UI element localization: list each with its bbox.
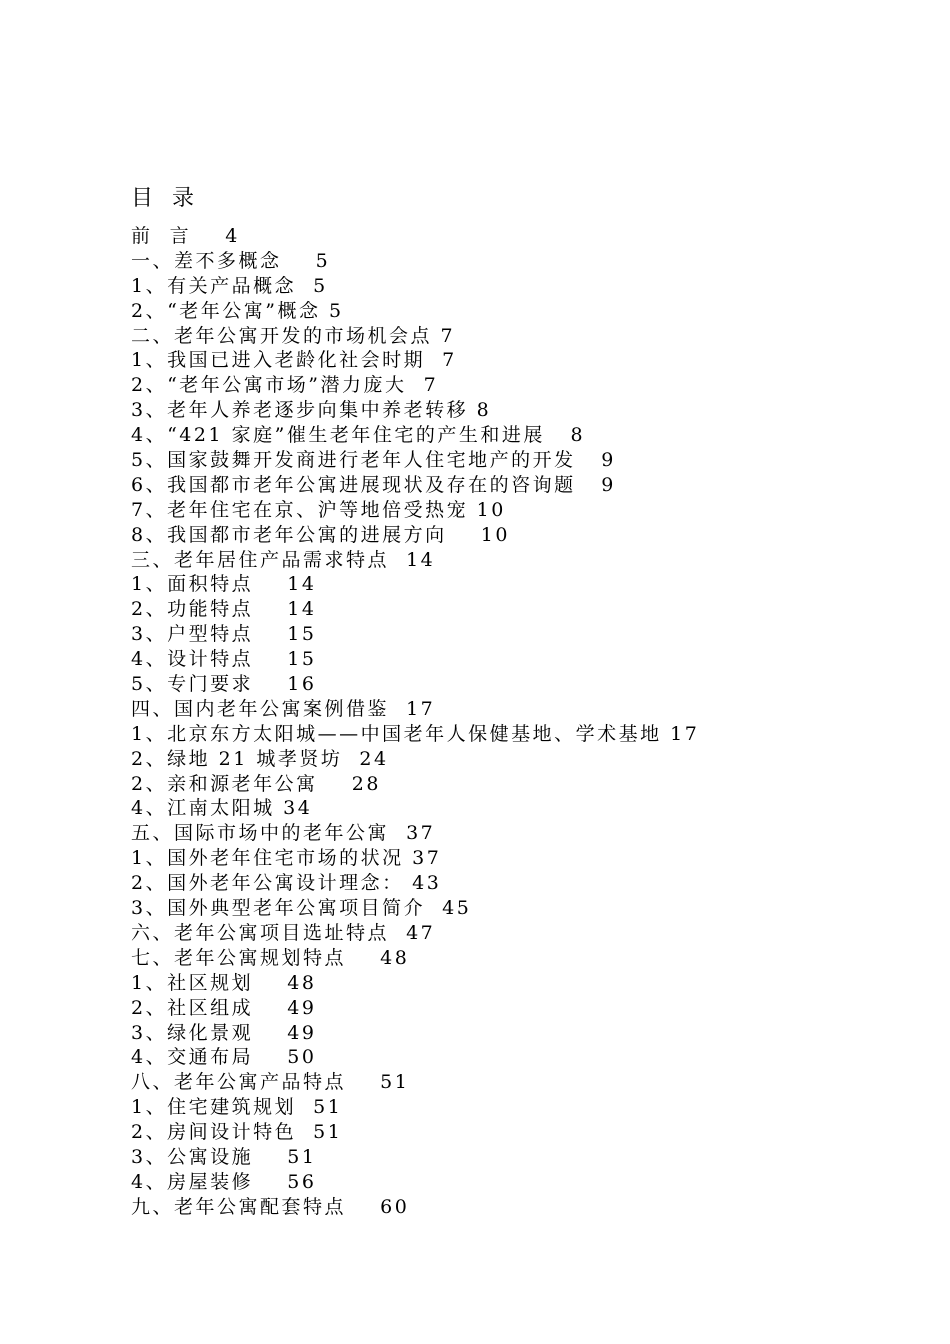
- toc-entry: 4、房屋装修 56: [131, 1170, 317, 1193]
- toc-entry: 3、老年人养老逐步向集中养老转移 8: [131, 399, 492, 422]
- toc-entry: 5、国家鼓舞开发商进行老年人住宅地产的开发 9: [131, 449, 616, 472]
- toc-section-2: 二、老年公寓开发的市场机会点 7: [131, 324, 456, 347]
- toc-entry: 2、亲和源老年公寓 28: [131, 772, 381, 795]
- toc-section-5: 五、国际市场中的老年公寓 37: [131, 822, 436, 845]
- toc-entry: 3、绿化景观 49: [131, 1021, 317, 1044]
- toc-entry-preface: 前 言 4: [131, 225, 240, 247]
- toc-entry: 2、社区组成 49: [131, 996, 317, 1019]
- toc-entry: 2、国外老年公寓设计理念： 43: [131, 872, 442, 895]
- toc-entry: 1、住宅建筑规划 51: [131, 1096, 343, 1119]
- toc-entry: 2、“老年公寓市场”潜力庞大 7: [131, 374, 439, 397]
- toc-entry: 4、“421 家庭”催生老年住宅的产生和进展 8: [131, 424, 586, 447]
- toc-title: 目 录: [131, 186, 200, 211]
- toc-entry: 1、社区规划 48: [131, 971, 317, 994]
- toc-entry: 1、面积特点 14: [131, 573, 317, 596]
- toc-entry: 6、我国都市老年公寓进展现状及存在的咨询题 9: [131, 473, 616, 496]
- toc-entry: 4、设计特点 15: [131, 648, 317, 671]
- toc-section-4: 四、国内老年公寓案例借鉴 17: [131, 697, 436, 720]
- toc-entry: 8、我国都市老年公寓的进展方向 10: [131, 523, 510, 546]
- toc-entry: 3、户型特点 15: [131, 623, 317, 646]
- toc-section-7: 七、老年公寓规划特点 48: [131, 946, 410, 969]
- toc-entry: 4、交通布局 50: [131, 1046, 317, 1069]
- toc-section-8: 八、老年公寓产品特点 51: [131, 1071, 410, 1094]
- toc-entry: 3、公寓设施 51: [131, 1145, 317, 1168]
- toc-entry: 4、江南太阳城 34: [131, 797, 313, 820]
- toc-entry: 1、北京东方太阳城——中国老年人保健基地、学术基地 17: [131, 722, 700, 745]
- toc-entry: 7、老年住宅在京、沪等地倍受热宠 10: [131, 498, 506, 521]
- toc-section-9: 九、老年公寓配套特点 60: [131, 1195, 410, 1218]
- toc-entry: 5、专门要求 16: [131, 673, 317, 696]
- toc-section-6: 六、老年公寓项目选址特点 47: [131, 921, 436, 944]
- toc-entry: 2、绿地 21 城孝贤坊 24: [131, 747, 389, 770]
- toc-section-3: 三、老年居住产品需求特点 14: [131, 548, 436, 571]
- toc-section-1: 一、差不多概念 5: [131, 249, 331, 272]
- toc-entry: 2、功能特点 14: [131, 598, 317, 621]
- toc-entry: 2、房间设计特色 51: [131, 1121, 343, 1144]
- toc-entry: 1、我国已进入老龄化社会时期 7: [131, 349, 457, 372]
- toc-entry: 1、国外老年住宅市场的状况 37: [131, 847, 442, 870]
- toc-entry: 3、国外典型老年公寓项目简介 45: [131, 897, 472, 920]
- toc-entry: 1、有关产品概念 5: [131, 274, 328, 297]
- toc-list: [131, 224, 699, 1220]
- toc-entry: 2、“老年公寓”概念 5: [131, 299, 344, 322]
